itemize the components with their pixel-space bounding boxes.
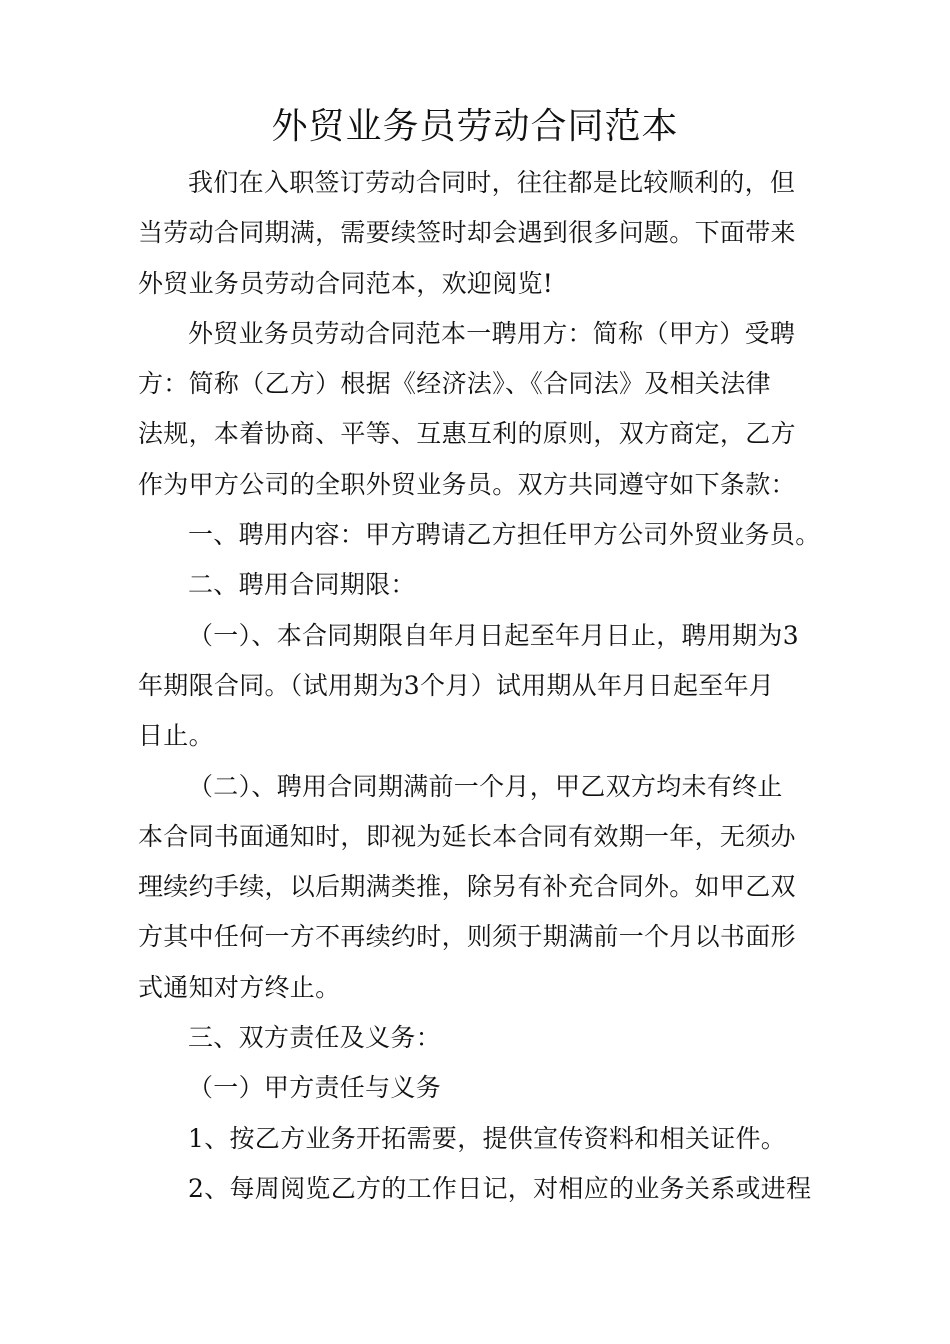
- body-line: 作为甲方公司的全职外贸业务员。双方共同遵守如下条款：: [138, 469, 796, 499]
- body-line: 当劳动合同期满，需要续签时却会遇到很多问题。下面带来: [138, 218, 796, 248]
- body-line: 方其中任何一方不再续约时，则须于期满前一个月以书面形: [138, 922, 796, 952]
- body-line: （一）甲方责任与义务: [188, 1073, 442, 1103]
- body-line: 理续约手续，以后期满类推，除另有补充合同外。如甲乙双: [138, 872, 796, 902]
- document-title: 外贸业务员劳动合同范本: [271, 106, 679, 147]
- body-line: 方：简称（乙方）根据《经济法》、《合同法》及相关法律: [138, 369, 771, 399]
- body-line: 我们在入职签订劳动合同时，往往都是比较顺利的，但: [188, 168, 796, 197]
- body-line: 三、双方责任及义务：: [188, 1023, 442, 1053]
- body-line: （二）、聘用合同期满前一个月，甲乙双方均未有终止: [188, 771, 783, 801]
- body-line: 外贸业务员劳动合同范本一聘用方：简称（甲方）受聘: [188, 318, 796, 348]
- body-line: 二、聘用合同期限：: [188, 570, 416, 600]
- body-line: 式通知对方终止。: [138, 972, 341, 1002]
- body-line: （一）、本合同期限自年月日起至年月日止，聘用期为3: [188, 620, 799, 650]
- body-line: 日止。: [138, 721, 214, 751]
- body-line: 年期限合同。（试用期为3个月）试用期从年月日起至年月: [138, 670, 775, 700]
- body-line: 2、每周阅览乙方的工作日记，对相应的业务关系或进程: [188, 1173, 812, 1203]
- body-line: 本合同书面通知时，即视为延长本合同有效期一年，无须办: [138, 821, 796, 851]
- body-line: 法规，本着协商、平等、互惠互利的原则，双方商定，乙方: [138, 419, 796, 449]
- body-line: 1、按乙方业务开拓需要，提供宣传资料和相关证件。: [188, 1123, 787, 1153]
- document-body: [138, 158, 821, 1214]
- body-line: 外贸业务员劳动合同范本，欢迎阅览!: [138, 268, 554, 298]
- body-line: 一、聘用内容：甲方聘请乙方担任甲方公司外贸业务员。: [188, 520, 821, 550]
